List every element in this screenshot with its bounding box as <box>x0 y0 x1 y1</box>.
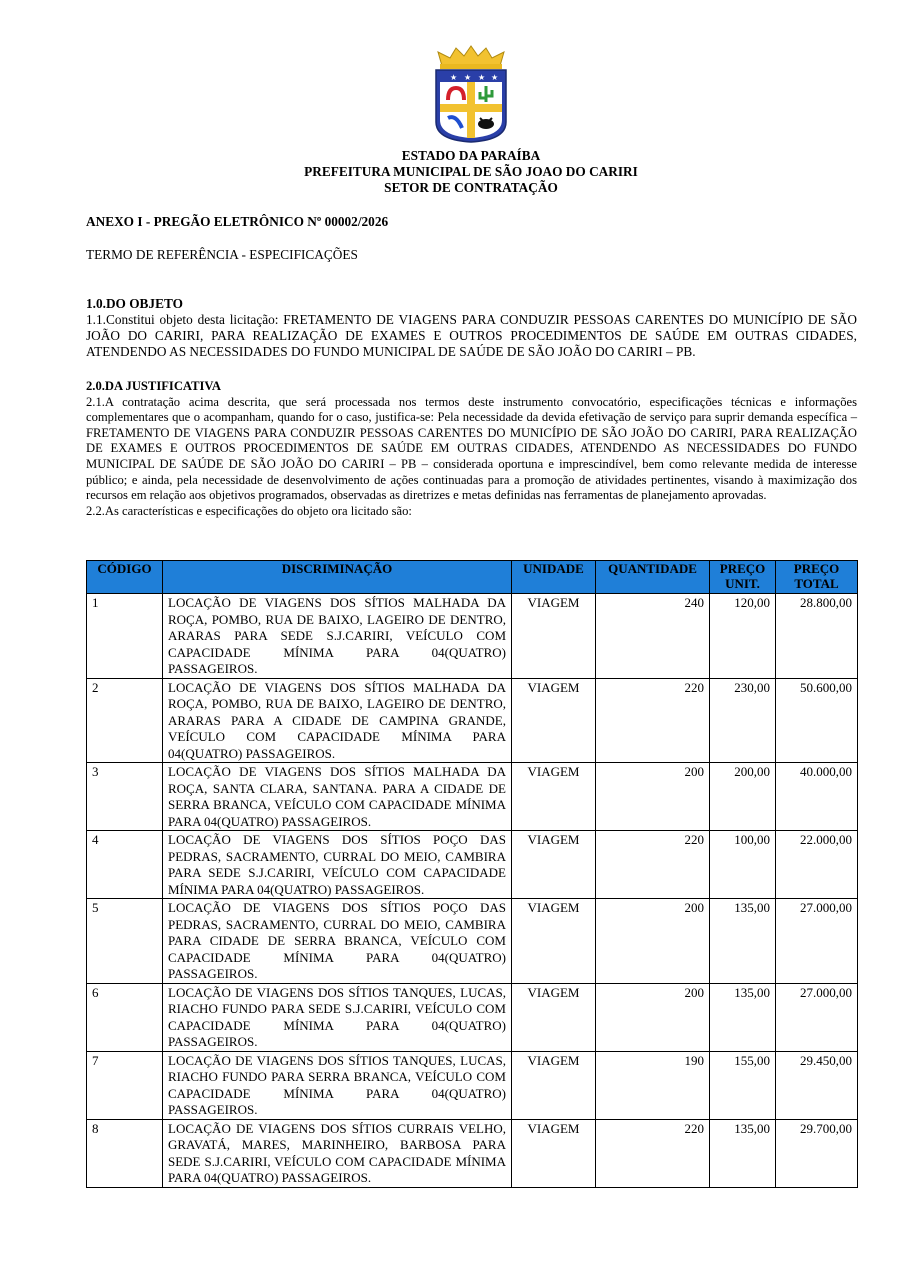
cell-quantity: 200 <box>596 899 710 984</box>
table-row <box>87 899 858 984</box>
section-justification <box>86 379 857 519</box>
cell-unit: VIAGEM <box>512 831 596 899</box>
col-header-code: CÓDIGO <box>87 561 163 594</box>
cell-unit-price: 100,00 <box>710 831 776 899</box>
header-sector: SETOR DE CONTRATAÇÃO <box>384 180 558 195</box>
cell-code: 5 <box>87 899 163 984</box>
cell-unit: VIAGEM <box>512 678 596 763</box>
svg-text:★: ★ <box>450 73 458 82</box>
items-table <box>86 560 858 1188</box>
table-header-row <box>87 561 858 594</box>
section-object <box>86 296 857 360</box>
cell-total-price: 27.000,00 <box>776 983 858 1051</box>
cell-unit-price: 230,00 <box>710 678 776 763</box>
municipal-coat-of-arms <box>428 44 514 144</box>
cell-quantity: 200 <box>596 763 710 831</box>
cell-unit-price: 135,00 <box>710 983 776 1051</box>
table-row <box>87 594 858 679</box>
cell-total-price: 22.000,00 <box>776 831 858 899</box>
header-prefecture: PREFEITURA MUNICIPAL DE SÃO JOAO DO CARIRI <box>304 164 638 179</box>
table-row <box>87 678 858 763</box>
col-header-unit: UNIDADE <box>512 561 596 594</box>
cell-description: LOCAÇÃO DE VIAGENS DOS SÍTIOS MALHADA DA ROÇA, POMBO, RUA DE BAIXO, LAGEIRO DE DENTRO, ARARAS PARA SEDE S.J.CARIRI, VEÍCULO COM CAPACIDADE MÍNIMA PARA 04(QUATRO) PASSAGEIROS. <box>163 594 512 679</box>
cell-code: 3 <box>87 763 163 831</box>
cell-code: 2 <box>87 678 163 763</box>
cell-code: 1 <box>87 594 163 679</box>
section-justification-text2: 2.2.As características e especificações do objeto ora licitado são: <box>86 503 412 518</box>
annex-title: ANEXO I - PREGÃO ELETRÔNICO Nº 00002/2026 <box>86 214 389 229</box>
cell-description: LOCAÇÃO DE VIAGENS DOS SÍTIOS TANQUES, LUCAS, RIACHO FUNDO PARA SERRA BRANCA, VEÍCULO COM CAPACIDADE MÍNIMA PARA 04(QUATRO) PASSAGEIROS. <box>163 1051 512 1119</box>
cell-code: 8 <box>87 1119 163 1187</box>
col-header-description: DISCRIMINAÇÃO <box>163 561 512 594</box>
document-header <box>0 148 900 196</box>
cell-code: 7 <box>87 1051 163 1119</box>
cell-total-price: 28.800,00 <box>776 594 858 679</box>
cell-quantity: 220 <box>596 831 710 899</box>
table-row <box>87 983 858 1051</box>
cell-unit: VIAGEM <box>512 899 596 984</box>
cell-quantity: 220 <box>596 678 710 763</box>
cell-code: 6 <box>87 983 163 1051</box>
header-state: ESTADO DA PARAÍBA <box>401 148 541 163</box>
cell-total-price: 40.000,00 <box>776 763 858 831</box>
section-object-heading: 1.0.DO OBJETO <box>86 296 183 311</box>
cell-unit: VIAGEM <box>512 1051 596 1119</box>
col-header-total-price: PREÇO TOTAL <box>776 561 858 594</box>
section-object-text: 1.1.Constitui objeto desta licitação: FRETAMENTO DE VIAGENS PARA CONDUZIR PESSOAS CARENTES DO MUNICÍPIO DE SÃO JOÃO DO CARIRI, PARA REALIZAÇÃO DE EXAMES E OUTROS PROCEDIMENTOS DE SAÚDE EM OUTRAS CIDADES, ATENDENDO AS NECESSIDADES DO FUNDO MUNICIPAL DE SAÚDE DE SÃO JOÃO DO CARIRI – PB. <box>86 312 857 359</box>
cell-quantity: 200 <box>596 983 710 1051</box>
cell-description: LOCAÇÃO DE VIAGENS DOS SÍTIOS POÇO DAS PEDRAS, SACRAMENTO, CURRAL DO MEIO, CAMBIRA PARA SEDE S.J.CARIRI, VEÍCULO COM CAPACIDADE MÍNIMA PARA 04(QUATRO) PASSAGEIROS. <box>163 831 512 899</box>
table-row <box>87 831 858 899</box>
cell-unit-price: 135,00 <box>710 1119 776 1187</box>
cell-quantity: 220 <box>596 1119 710 1187</box>
cell-total-price: 29.700,00 <box>776 1119 858 1187</box>
cell-description: LOCAÇÃO DE VIAGENS DOS SÍTIOS MALHADA DA ROÇA, SANTA CLARA, SANTANA. PARA A CIDADE DE SERRA BRANCA, VEÍCULO COM CAPACIDADE MÍNIMA PARA 04(QUATRO) PASSAGEIROS. <box>163 763 512 831</box>
cell-code: 4 <box>87 831 163 899</box>
cell-description: LOCAÇÃO DE VIAGENS DOS SÍTIOS MALHADA DA ROÇA, POMBO, RUA DE BAIXO, LAGEIRO DE DENTRO, ARARAS PARA A CIDADE DE CAMPINA GRANDE, VEÍCULO COM CAPACIDADE MÍNIMA PARA 04(QUATRO) PASSAGEIROS. <box>163 678 512 763</box>
cell-unit-price: 155,00 <box>710 1051 776 1119</box>
cell-unit: VIAGEM <box>512 763 596 831</box>
col-header-quantity: QUANTIDADE <box>596 561 710 594</box>
cell-description: LOCAÇÃO DE VIAGENS DOS SÍTIOS CURRAIS VELHO, GRAVATÁ, MARES, MARINHEIRO, BARBOSA PARA SEDE S.J.CARIRI, VEÍCULO COM CAPACIDADE MÍNIMA PARA 04(QUATRO) PASSAGEIROS. <box>163 1119 512 1187</box>
cell-description: LOCAÇÃO DE VIAGENS DOS SÍTIOS TANQUES, LUCAS, RIACHO FUNDO PARA SEDE S.J.CARIRI, VEÍCULO COM CAPACIDADE MÍNIMA PARA 04(QUATRO) PASSAGEIROS. <box>163 983 512 1051</box>
cell-unit-price: 135,00 <box>710 899 776 984</box>
svg-text:★: ★ <box>478 73 486 82</box>
cell-unit-price: 200,00 <box>710 763 776 831</box>
cell-unit-price: 120,00 <box>710 594 776 679</box>
table-row <box>87 763 858 831</box>
section-justification-heading: 2.0.DA JUSTIFICATIVA <box>86 379 221 393</box>
cell-total-price: 27.000,00 <box>776 899 858 984</box>
cell-total-price: 29.450,00 <box>776 1051 858 1119</box>
cell-quantity: 190 <box>596 1051 710 1119</box>
col-header-unit-price: PREÇO UNIT. <box>710 561 776 594</box>
table-row <box>87 1119 858 1187</box>
reference-title: TERMO DE REFERÊNCIA - ESPECIFICAÇÕES <box>86 247 358 262</box>
svg-text:★: ★ <box>491 73 499 82</box>
section-justification-text: 2.1.A contratação acima descrita, que será processada nos termos deste instrumento convocatório, especificações técnicas e informações complementares que o acompanham, quando for o caso, justifica-se: Pela necessidade da devida efetivação de serviço para suprir demanda específica – FRETAMENTO DE VIAGENS PARA CONDUZIR PESSOAS CARENTES DO MUNICÍPIO DE SÃO JOÃO DO CARIRI, PARA REALIZAÇÃO DE EXAMES E OUTROS PROCEDIMENTOS DE SAÚDE EM OUTRAS CIDADES, ATENDENDO AS NECESSIDADES DO FUNDO MUNICIPAL DE SAÚDE DE SÃO JOÃO DO CARIRI – PB – considerada oportuna e imprescindível, bem como relevante medida de interesse público; e ainda, pela necessidade de desenvolvimento de ações continuadas para a promoção de atividades pertinentes, visando à maximização dos recursos em relação aos objetivos programados, observadas as diretrizes e metas definidas nas ferramentas de planejamento aprovadas. <box>86 394 857 503</box>
table-row <box>87 1051 858 1119</box>
cell-unit: VIAGEM <box>512 1119 596 1187</box>
cell-total-price: 50.600,00 <box>776 678 858 763</box>
cell-description: LOCAÇÃO DE VIAGENS DOS SÍTIOS POÇO DAS PEDRAS, SACRAMENTO, CURRAL DO MEIO, CAMBIRA PARA CIDADE DE SERRA BRANCA, VEÍCULO COM CAPACIDADE MÍNIMA PARA 04(QUATRO) PASSAGEIROS. <box>163 899 512 984</box>
cell-quantity: 240 <box>596 594 710 679</box>
svg-text:★: ★ <box>464 73 472 82</box>
cell-unit: VIAGEM <box>512 983 596 1051</box>
cell-unit: VIAGEM <box>512 594 596 679</box>
